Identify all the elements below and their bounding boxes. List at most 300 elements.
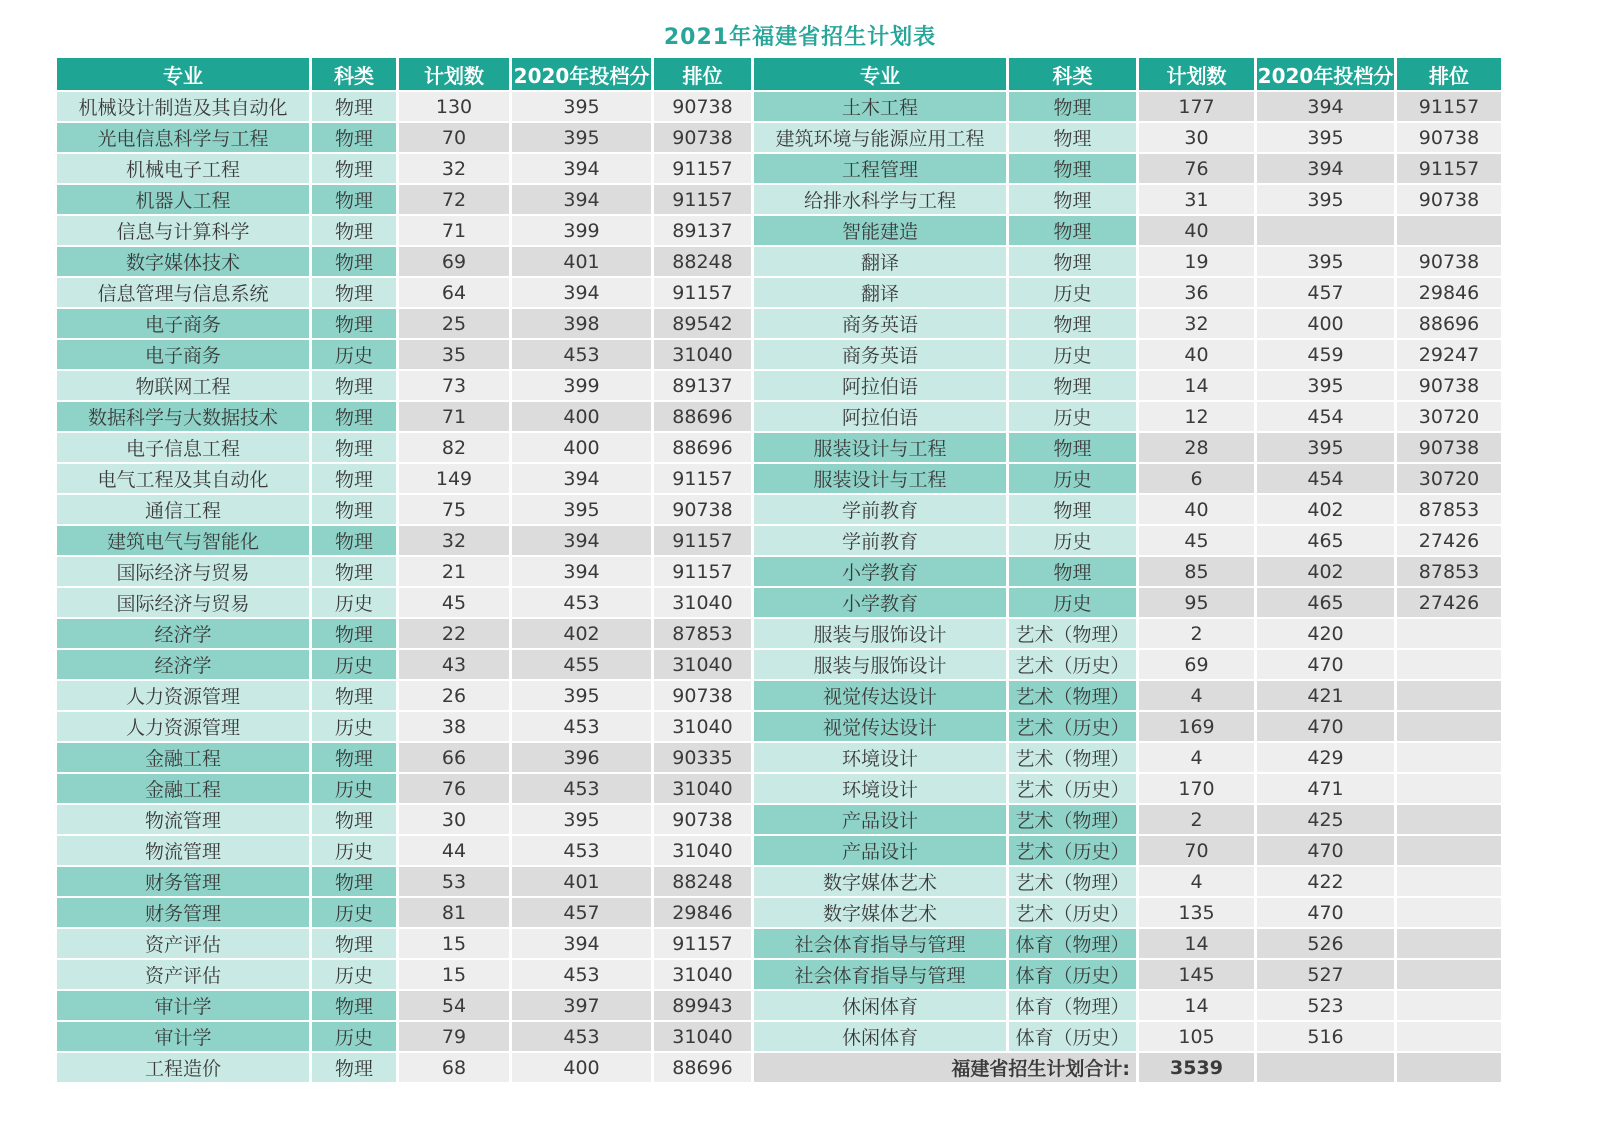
left-plan-cell: 66 — [399, 743, 509, 772]
left-plan-cell: 32 — [399, 154, 509, 183]
left-rank-cell: 89943 — [654, 991, 751, 1020]
right-score-cell: 429 — [1257, 743, 1394, 772]
left-score-cell: 394 — [512, 557, 651, 586]
left-major-cell: 金融工程 — [57, 743, 309, 772]
right-category-cell: 艺术（历史） — [1009, 650, 1136, 679]
left-major-cell: 人力资源管理 — [57, 681, 309, 710]
right-category-cell: 物理 — [1009, 557, 1136, 586]
right-major-cell: 建筑环境与能源应用工程 — [754, 123, 1006, 152]
left-category-cell: 物理 — [312, 278, 396, 307]
header-major-left: 专业 — [57, 58, 309, 90]
right-rank-cell — [1397, 743, 1501, 772]
header-major-right: 专业 — [754, 58, 1006, 90]
right-score-cell: 527 — [1257, 960, 1394, 989]
table-row — [57, 371, 1501, 400]
left-category-cell: 物理 — [312, 433, 396, 462]
left-plan-cell: 22 — [399, 619, 509, 648]
right-plan-cell: 28 — [1139, 433, 1254, 462]
right-rank-cell — [1397, 1022, 1501, 1051]
table-row — [57, 557, 1501, 586]
right-plan-cell: 14 — [1139, 371, 1254, 400]
left-score-cell: 395 — [512, 495, 651, 524]
right-category-cell: 艺术（历史） — [1009, 898, 1136, 927]
right-rank-cell — [1397, 619, 1501, 648]
right-rank-cell: 91157 — [1397, 92, 1501, 121]
right-plan-cell: 135 — [1139, 898, 1254, 927]
right-score-cell: 400 — [1257, 309, 1394, 338]
left-plan-cell: 26 — [399, 681, 509, 710]
left-major-cell: 金融工程 — [57, 774, 309, 803]
right-category-cell: 历史 — [1009, 278, 1136, 307]
left-category-cell: 物理 — [312, 216, 396, 245]
left-major-cell: 资产评估 — [57, 960, 309, 989]
table-row — [57, 402, 1501, 431]
left-rank-cell: 90335 — [654, 743, 751, 772]
right-rank-cell — [1397, 836, 1501, 865]
left-category-cell: 物理 — [312, 495, 396, 524]
right-category-cell: 艺术（物理） — [1009, 867, 1136, 896]
right-plan-cell: 105 — [1139, 1022, 1254, 1051]
table-row — [57, 805, 1501, 834]
left-major-cell: 国际经济与贸易 — [57, 557, 309, 586]
right-rank-cell — [1397, 681, 1501, 710]
left-score-cell: 457 — [512, 898, 651, 927]
left-category-cell: 物理 — [312, 991, 396, 1020]
header-row — [57, 58, 1501, 90]
left-category-cell: 物理 — [312, 681, 396, 710]
left-plan-cell: 32 — [399, 526, 509, 555]
left-category-cell: 物理 — [312, 1053, 396, 1082]
left-plan-cell: 15 — [399, 960, 509, 989]
right-major-cell: 阿拉伯语 — [754, 402, 1006, 431]
right-plan-cell: 45 — [1139, 526, 1254, 555]
right-category-cell: 历史 — [1009, 340, 1136, 369]
right-score-cell: 526 — [1257, 929, 1394, 958]
total-empty-cell — [1257, 1053, 1394, 1082]
left-rank-cell: 88696 — [654, 433, 751, 462]
left-category-cell: 历史 — [312, 340, 396, 369]
left-rank-cell: 31040 — [654, 650, 751, 679]
right-rank-cell: 87853 — [1397, 495, 1501, 524]
right-category-cell: 体育（物理） — [1009, 991, 1136, 1020]
left-rank-cell: 89137 — [654, 371, 751, 400]
right-major-cell: 给排水科学与工程 — [754, 185, 1006, 214]
right-category-cell: 物理 — [1009, 216, 1136, 245]
left-major-cell: 电气工程及其自动化 — [57, 464, 309, 493]
right-category-cell: 物理 — [1009, 185, 1136, 214]
left-category-cell: 物理 — [312, 402, 396, 431]
left-plan-cell: 43 — [399, 650, 509, 679]
admission-plan-table — [54, 56, 1504, 1084]
right-category-cell: 艺术（物理） — [1009, 681, 1136, 710]
left-rank-cell: 90738 — [654, 805, 751, 834]
left-score-cell: 400 — [512, 433, 651, 462]
page-title: 2021年福建省招生计划表 — [663, 25, 937, 50]
left-plan-cell: 35 — [399, 340, 509, 369]
left-plan-cell: 76 — [399, 774, 509, 803]
total-label: 福建省招生计划合计: — [754, 1053, 1136, 1082]
right-category-cell: 历史 — [1009, 526, 1136, 555]
right-rank-cell: 30720 — [1397, 464, 1501, 493]
right-major-cell: 工程管理 — [754, 154, 1006, 183]
left-category-cell: 物理 — [312, 185, 396, 214]
left-major-cell: 物流管理 — [57, 805, 309, 834]
left-category-cell: 物理 — [312, 92, 396, 121]
left-major-cell: 电子商务 — [57, 340, 309, 369]
right-major-cell: 数字媒体艺术 — [754, 867, 1006, 896]
right-score-cell: 421 — [1257, 681, 1394, 710]
left-rank-cell: 90738 — [654, 495, 751, 524]
right-major-cell: 产品设计 — [754, 805, 1006, 834]
left-major-cell: 机械设计制造及其自动化 — [57, 92, 309, 121]
left-category-cell: 历史 — [312, 588, 396, 617]
right-category-cell: 历史 — [1009, 402, 1136, 431]
table-row — [57, 216, 1501, 245]
table-row — [57, 619, 1501, 648]
right-score-cell: 395 — [1257, 185, 1394, 214]
right-category-cell: 物理 — [1009, 123, 1136, 152]
left-major-cell: 经济学 — [57, 650, 309, 679]
right-major-cell: 土木工程 — [754, 92, 1006, 121]
right-plan-cell: 85 — [1139, 557, 1254, 586]
left-major-cell: 人力资源管理 — [57, 712, 309, 741]
left-rank-cell: 87853 — [654, 619, 751, 648]
left-major-cell: 建筑电气与智能化 — [57, 526, 309, 555]
right-plan-cell: 2 — [1139, 805, 1254, 834]
left-category-cell: 历史 — [312, 898, 396, 927]
left-plan-cell: 81 — [399, 898, 509, 927]
table-row — [57, 433, 1501, 462]
left-major-cell: 物流管理 — [57, 836, 309, 865]
table-row — [57, 309, 1501, 338]
left-plan-cell: 64 — [399, 278, 509, 307]
left-rank-cell: 91157 — [654, 929, 751, 958]
left-category-cell: 物理 — [312, 371, 396, 400]
right-score-cell: 402 — [1257, 557, 1394, 586]
left-plan-cell: 75 — [399, 495, 509, 524]
right-rank-cell — [1397, 774, 1501, 803]
right-score-cell: 471 — [1257, 774, 1394, 803]
right-rank-cell: 88696 — [1397, 309, 1501, 338]
left-category-cell: 历史 — [312, 712, 396, 741]
header-score-left: 2020年投档分 — [512, 58, 651, 90]
right-plan-cell: 36 — [1139, 278, 1254, 307]
left-rank-cell: 89542 — [654, 309, 751, 338]
left-major-cell: 资产评估 — [57, 929, 309, 958]
total-value: 3539 — [1139, 1053, 1254, 1082]
right-score-cell: 465 — [1257, 526, 1394, 555]
right-category-cell: 物理 — [1009, 371, 1136, 400]
right-rank-cell — [1397, 898, 1501, 927]
right-major-cell: 翻译 — [754, 278, 1006, 307]
right-score-cell: 394 — [1257, 154, 1394, 183]
right-rank-cell — [1397, 991, 1501, 1020]
left-score-cell: 399 — [512, 371, 651, 400]
table-row — [57, 526, 1501, 555]
right-major-cell: 服装与服饰设计 — [754, 619, 1006, 648]
table-row — [57, 712, 1501, 741]
right-rank-cell: 30720 — [1397, 402, 1501, 431]
right-major-cell: 环境设计 — [754, 774, 1006, 803]
left-score-cell: 395 — [512, 92, 651, 121]
left-major-cell: 信息管理与信息系统 — [57, 278, 309, 307]
right-major-cell: 学前教育 — [754, 526, 1006, 555]
left-rank-cell: 91157 — [654, 278, 751, 307]
left-plan-cell: 53 — [399, 867, 509, 896]
left-rank-cell: 91157 — [654, 464, 751, 493]
right-score-cell: 470 — [1257, 836, 1394, 865]
table-row — [57, 991, 1501, 1020]
left-category-cell: 历史 — [312, 836, 396, 865]
right-score-cell: 395 — [1257, 123, 1394, 152]
right-plan-cell: 170 — [1139, 774, 1254, 803]
header-category-right: 科类 — [1009, 58, 1136, 90]
right-plan-cell: 2 — [1139, 619, 1254, 648]
right-category-cell: 物理 — [1009, 495, 1136, 524]
table-row — [57, 1053, 1501, 1082]
right-category-cell: 艺术（物理） — [1009, 619, 1136, 648]
left-score-cell: 453 — [512, 1022, 651, 1051]
table-row — [57, 898, 1501, 927]
table-row — [57, 836, 1501, 865]
left-score-cell: 394 — [512, 929, 651, 958]
table-row — [57, 278, 1501, 307]
right-major-cell: 小学教育 — [754, 557, 1006, 586]
right-major-cell: 商务英语 — [754, 309, 1006, 338]
right-rank-cell: 90738 — [1397, 247, 1501, 276]
left-score-cell: 398 — [512, 309, 651, 338]
header-score-right: 2020年投档分 — [1257, 58, 1394, 90]
right-plan-cell: 4 — [1139, 867, 1254, 896]
right-plan-cell: 14 — [1139, 929, 1254, 958]
right-plan-cell: 40 — [1139, 216, 1254, 245]
table-row — [57, 681, 1501, 710]
left-major-cell: 数据科学与大数据技术 — [57, 402, 309, 431]
right-plan-cell: 69 — [1139, 650, 1254, 679]
right-major-cell: 环境设计 — [754, 743, 1006, 772]
header-rank-left: 排位 — [654, 58, 751, 90]
right-score-cell: 425 — [1257, 805, 1394, 834]
left-score-cell: 453 — [512, 774, 651, 803]
right-score-cell — [1257, 216, 1394, 245]
table-row — [57, 340, 1501, 369]
right-score-cell: 459 — [1257, 340, 1394, 369]
right-category-cell: 物理 — [1009, 247, 1136, 276]
left-score-cell: 394 — [512, 278, 651, 307]
left-rank-cell: 91157 — [654, 185, 751, 214]
left-category-cell: 历史 — [312, 774, 396, 803]
right-rank-cell — [1397, 929, 1501, 958]
right-plan-cell: 169 — [1139, 712, 1254, 741]
left-score-cell: 453 — [512, 960, 651, 989]
left-plan-cell: 30 — [399, 805, 509, 834]
table-row — [57, 92, 1501, 121]
right-rank-cell: 90738 — [1397, 185, 1501, 214]
right-category-cell: 体育（历史） — [1009, 1022, 1136, 1051]
right-major-cell: 学前教育 — [754, 495, 1006, 524]
left-rank-cell: 88248 — [654, 867, 751, 896]
right-rank-cell: 90738 — [1397, 123, 1501, 152]
left-category-cell: 历史 — [312, 1022, 396, 1051]
right-category-cell: 艺术（历史） — [1009, 774, 1136, 803]
left-rank-cell: 29846 — [654, 898, 751, 927]
left-major-cell: 通信工程 — [57, 495, 309, 524]
right-major-cell: 社会体育指导与管理 — [754, 960, 1006, 989]
left-rank-cell: 31040 — [654, 774, 751, 803]
left-rank-cell: 89137 — [654, 216, 751, 245]
right-category-cell: 体育（历史） — [1009, 960, 1136, 989]
left-score-cell: 401 — [512, 247, 651, 276]
left-major-cell: 信息与计算科学 — [57, 216, 309, 245]
table-row — [57, 960, 1501, 989]
right-plan-cell: 4 — [1139, 743, 1254, 772]
right-score-cell: 470 — [1257, 650, 1394, 679]
left-plan-cell: 21 — [399, 557, 509, 586]
left-rank-cell: 91157 — [654, 557, 751, 586]
right-category-cell: 物理 — [1009, 433, 1136, 462]
left-rank-cell: 88696 — [654, 1053, 751, 1082]
right-rank-cell — [1397, 650, 1501, 679]
right-plan-cell: 40 — [1139, 340, 1254, 369]
left-plan-cell: 25 — [399, 309, 509, 338]
left-major-cell: 审计学 — [57, 991, 309, 1020]
left-category-cell: 历史 — [312, 650, 396, 679]
left-plan-cell: 72 — [399, 185, 509, 214]
right-plan-cell: 4 — [1139, 681, 1254, 710]
table-row — [57, 588, 1501, 617]
right-plan-cell: 19 — [1139, 247, 1254, 276]
table-row — [57, 123, 1501, 152]
left-plan-cell: 70 — [399, 123, 509, 152]
left-rank-cell: 90738 — [654, 123, 751, 152]
left-major-cell: 数字媒体技术 — [57, 247, 309, 276]
right-score-cell: 470 — [1257, 898, 1394, 927]
left-rank-cell: 90738 — [654, 92, 751, 121]
table-row — [57, 1022, 1501, 1051]
right-plan-cell: 6 — [1139, 464, 1254, 493]
left-rank-cell: 31040 — [654, 836, 751, 865]
right-plan-cell: 32 — [1139, 309, 1254, 338]
left-score-cell: 453 — [512, 588, 651, 617]
right-score-cell: 395 — [1257, 433, 1394, 462]
right-major-cell: 数字媒体艺术 — [754, 898, 1006, 927]
left-category-cell: 物理 — [312, 743, 396, 772]
table-row — [57, 867, 1501, 896]
left-score-cell: 395 — [512, 123, 651, 152]
right-rank-cell: 90738 — [1397, 371, 1501, 400]
left-major-cell: 物联网工程 — [57, 371, 309, 400]
left-rank-cell: 31040 — [654, 588, 751, 617]
left-category-cell: 物理 — [312, 154, 396, 183]
right-major-cell: 社会体育指导与管理 — [754, 929, 1006, 958]
header-plan-left: 计划数 — [399, 58, 509, 90]
left-score-cell: 394 — [512, 526, 651, 555]
right-score-cell: 516 — [1257, 1022, 1394, 1051]
right-plan-cell: 76 — [1139, 154, 1254, 183]
right-major-cell: 服装设计与工程 — [754, 433, 1006, 462]
right-rank-cell — [1397, 867, 1501, 896]
left-category-cell: 物理 — [312, 867, 396, 896]
right-score-cell: 395 — [1257, 371, 1394, 400]
table-row — [57, 743, 1501, 772]
right-major-cell: 翻译 — [754, 247, 1006, 276]
left-major-cell: 经济学 — [57, 619, 309, 648]
left-category-cell: 物理 — [312, 464, 396, 493]
header-rank-right: 排位 — [1397, 58, 1501, 90]
header-plan-right: 计划数 — [1139, 58, 1254, 90]
right-score-cell: 394 — [1257, 92, 1394, 121]
table-row — [57, 185, 1501, 214]
left-category-cell: 物理 — [312, 619, 396, 648]
right-rank-cell: 27426 — [1397, 588, 1501, 617]
right-rank-cell: 91157 — [1397, 154, 1501, 183]
left-score-cell: 400 — [512, 402, 651, 431]
left-score-cell: 394 — [512, 154, 651, 183]
left-major-cell: 机械电子工程 — [57, 154, 309, 183]
right-rank-cell: 87853 — [1397, 557, 1501, 586]
right-rank-cell: 90738 — [1397, 433, 1501, 462]
table-row — [57, 929, 1501, 958]
right-plan-cell: 30 — [1139, 123, 1254, 152]
left-score-cell: 401 — [512, 867, 651, 896]
right-category-cell: 艺术（物理） — [1009, 743, 1136, 772]
right-major-cell: 服装与服饰设计 — [754, 650, 1006, 679]
right-score-cell: 422 — [1257, 867, 1394, 896]
table-row — [57, 247, 1501, 276]
right-major-cell: 商务英语 — [754, 340, 1006, 369]
left-major-cell: 电子信息工程 — [57, 433, 309, 462]
table-row — [57, 154, 1501, 183]
right-score-cell: 454 — [1257, 464, 1394, 493]
left-score-cell: 397 — [512, 991, 651, 1020]
left-category-cell: 历史 — [312, 960, 396, 989]
right-category-cell: 体育（物理） — [1009, 929, 1136, 958]
right-plan-cell: 40 — [1139, 495, 1254, 524]
left-score-cell: 395 — [512, 805, 651, 834]
right-category-cell: 物理 — [1009, 92, 1136, 121]
left-rank-cell: 31040 — [654, 960, 751, 989]
left-category-cell: 物理 — [312, 123, 396, 152]
right-score-cell: 420 — [1257, 619, 1394, 648]
left-plan-cell: 38 — [399, 712, 509, 741]
left-score-cell: 395 — [512, 681, 651, 710]
table-row — [57, 464, 1501, 493]
right-major-cell: 休闲体育 — [754, 991, 1006, 1020]
left-plan-cell: 149 — [399, 464, 509, 493]
right-major-cell: 智能建造 — [754, 216, 1006, 245]
right-category-cell: 物理 — [1009, 154, 1136, 183]
left-score-cell: 453 — [512, 712, 651, 741]
right-score-cell: 395 — [1257, 247, 1394, 276]
right-rank-cell: 29247 — [1397, 340, 1501, 369]
table-row — [57, 774, 1501, 803]
right-category-cell: 物理 — [1009, 309, 1136, 338]
left-plan-cell: 15 — [399, 929, 509, 958]
header-category-left: 科类 — [312, 58, 396, 90]
right-category-cell: 艺术（历史） — [1009, 712, 1136, 741]
table-row — [57, 495, 1501, 524]
right-plan-cell: 95 — [1139, 588, 1254, 617]
table-row — [57, 650, 1501, 679]
table-body — [57, 92, 1501, 1082]
right-rank-cell — [1397, 960, 1501, 989]
right-rank-cell: 27426 — [1397, 526, 1501, 555]
right-rank-cell — [1397, 712, 1501, 741]
left-major-cell: 国际经济与贸易 — [57, 588, 309, 617]
right-major-cell: 视觉传达设计 — [754, 681, 1006, 710]
right-category-cell: 历史 — [1009, 588, 1136, 617]
left-plan-cell: 130 — [399, 92, 509, 121]
